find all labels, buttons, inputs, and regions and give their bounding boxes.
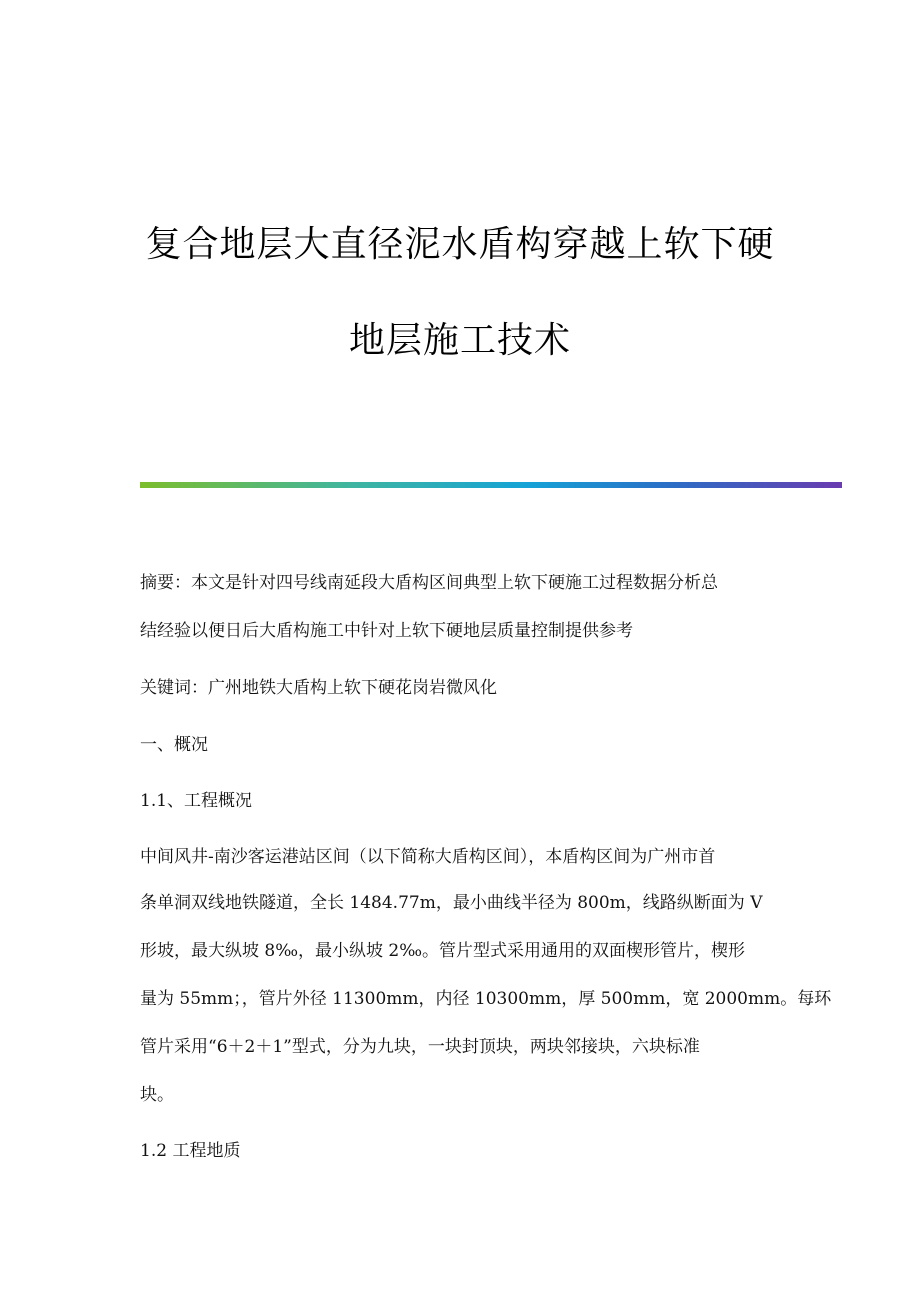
title-line-2: 地层施工技术 (348, 320, 571, 361)
paragraph-line: 管片采用“6＋2＋1”型式，分为九块，一块封顶块，两块邻接块，六块标准 (140, 1037, 700, 1057)
abstract-line-2: 结经验以便日后大盾构施工中针对上软下硬地层质量控制提供参考 (140, 621, 633, 641)
subsection-heading-2: 1.2 工程地质 (140, 1141, 241, 1161)
paragraph-line: 量为 55mm；，管片外径 11300mm，内径 10300mm，厚 500mm，宽 2000mm。每环 (140, 989, 832, 1009)
paragraph-line: 块。 (140, 1085, 174, 1105)
title-line-1: 复合地层大直径泥水盾构穿越上软下硬 (145, 224, 775, 265)
abstract-line-1: 摘要：本文是针对四号线南延段大盾构区间典型上软下硬施工过程数据分析总 (140, 573, 718, 593)
keywords: 关键词：广州地铁大盾构上软下硬花岗岩微风化 (140, 678, 497, 698)
title-divider (140, 482, 842, 488)
subsection-heading-1: 1.1、工程概况 (140, 791, 253, 811)
section-heading: 一、概况 (140, 735, 208, 755)
paragraph-line: 中间风井-南沙客运港站区间（以下简称大盾构区间），本盾构区间为广州市首 (140, 847, 716, 867)
paragraph-line: 形坡，最大纵坡 8‰，最小纵坡 2‰。管片型式采用通用的双面楔形管片，楔形 (140, 941, 746, 961)
paragraph-line: 条单洞双线地铁隧道，全长 1484.77m，最小曲线半径为 800m，线路纵断面为 V (140, 893, 763, 913)
